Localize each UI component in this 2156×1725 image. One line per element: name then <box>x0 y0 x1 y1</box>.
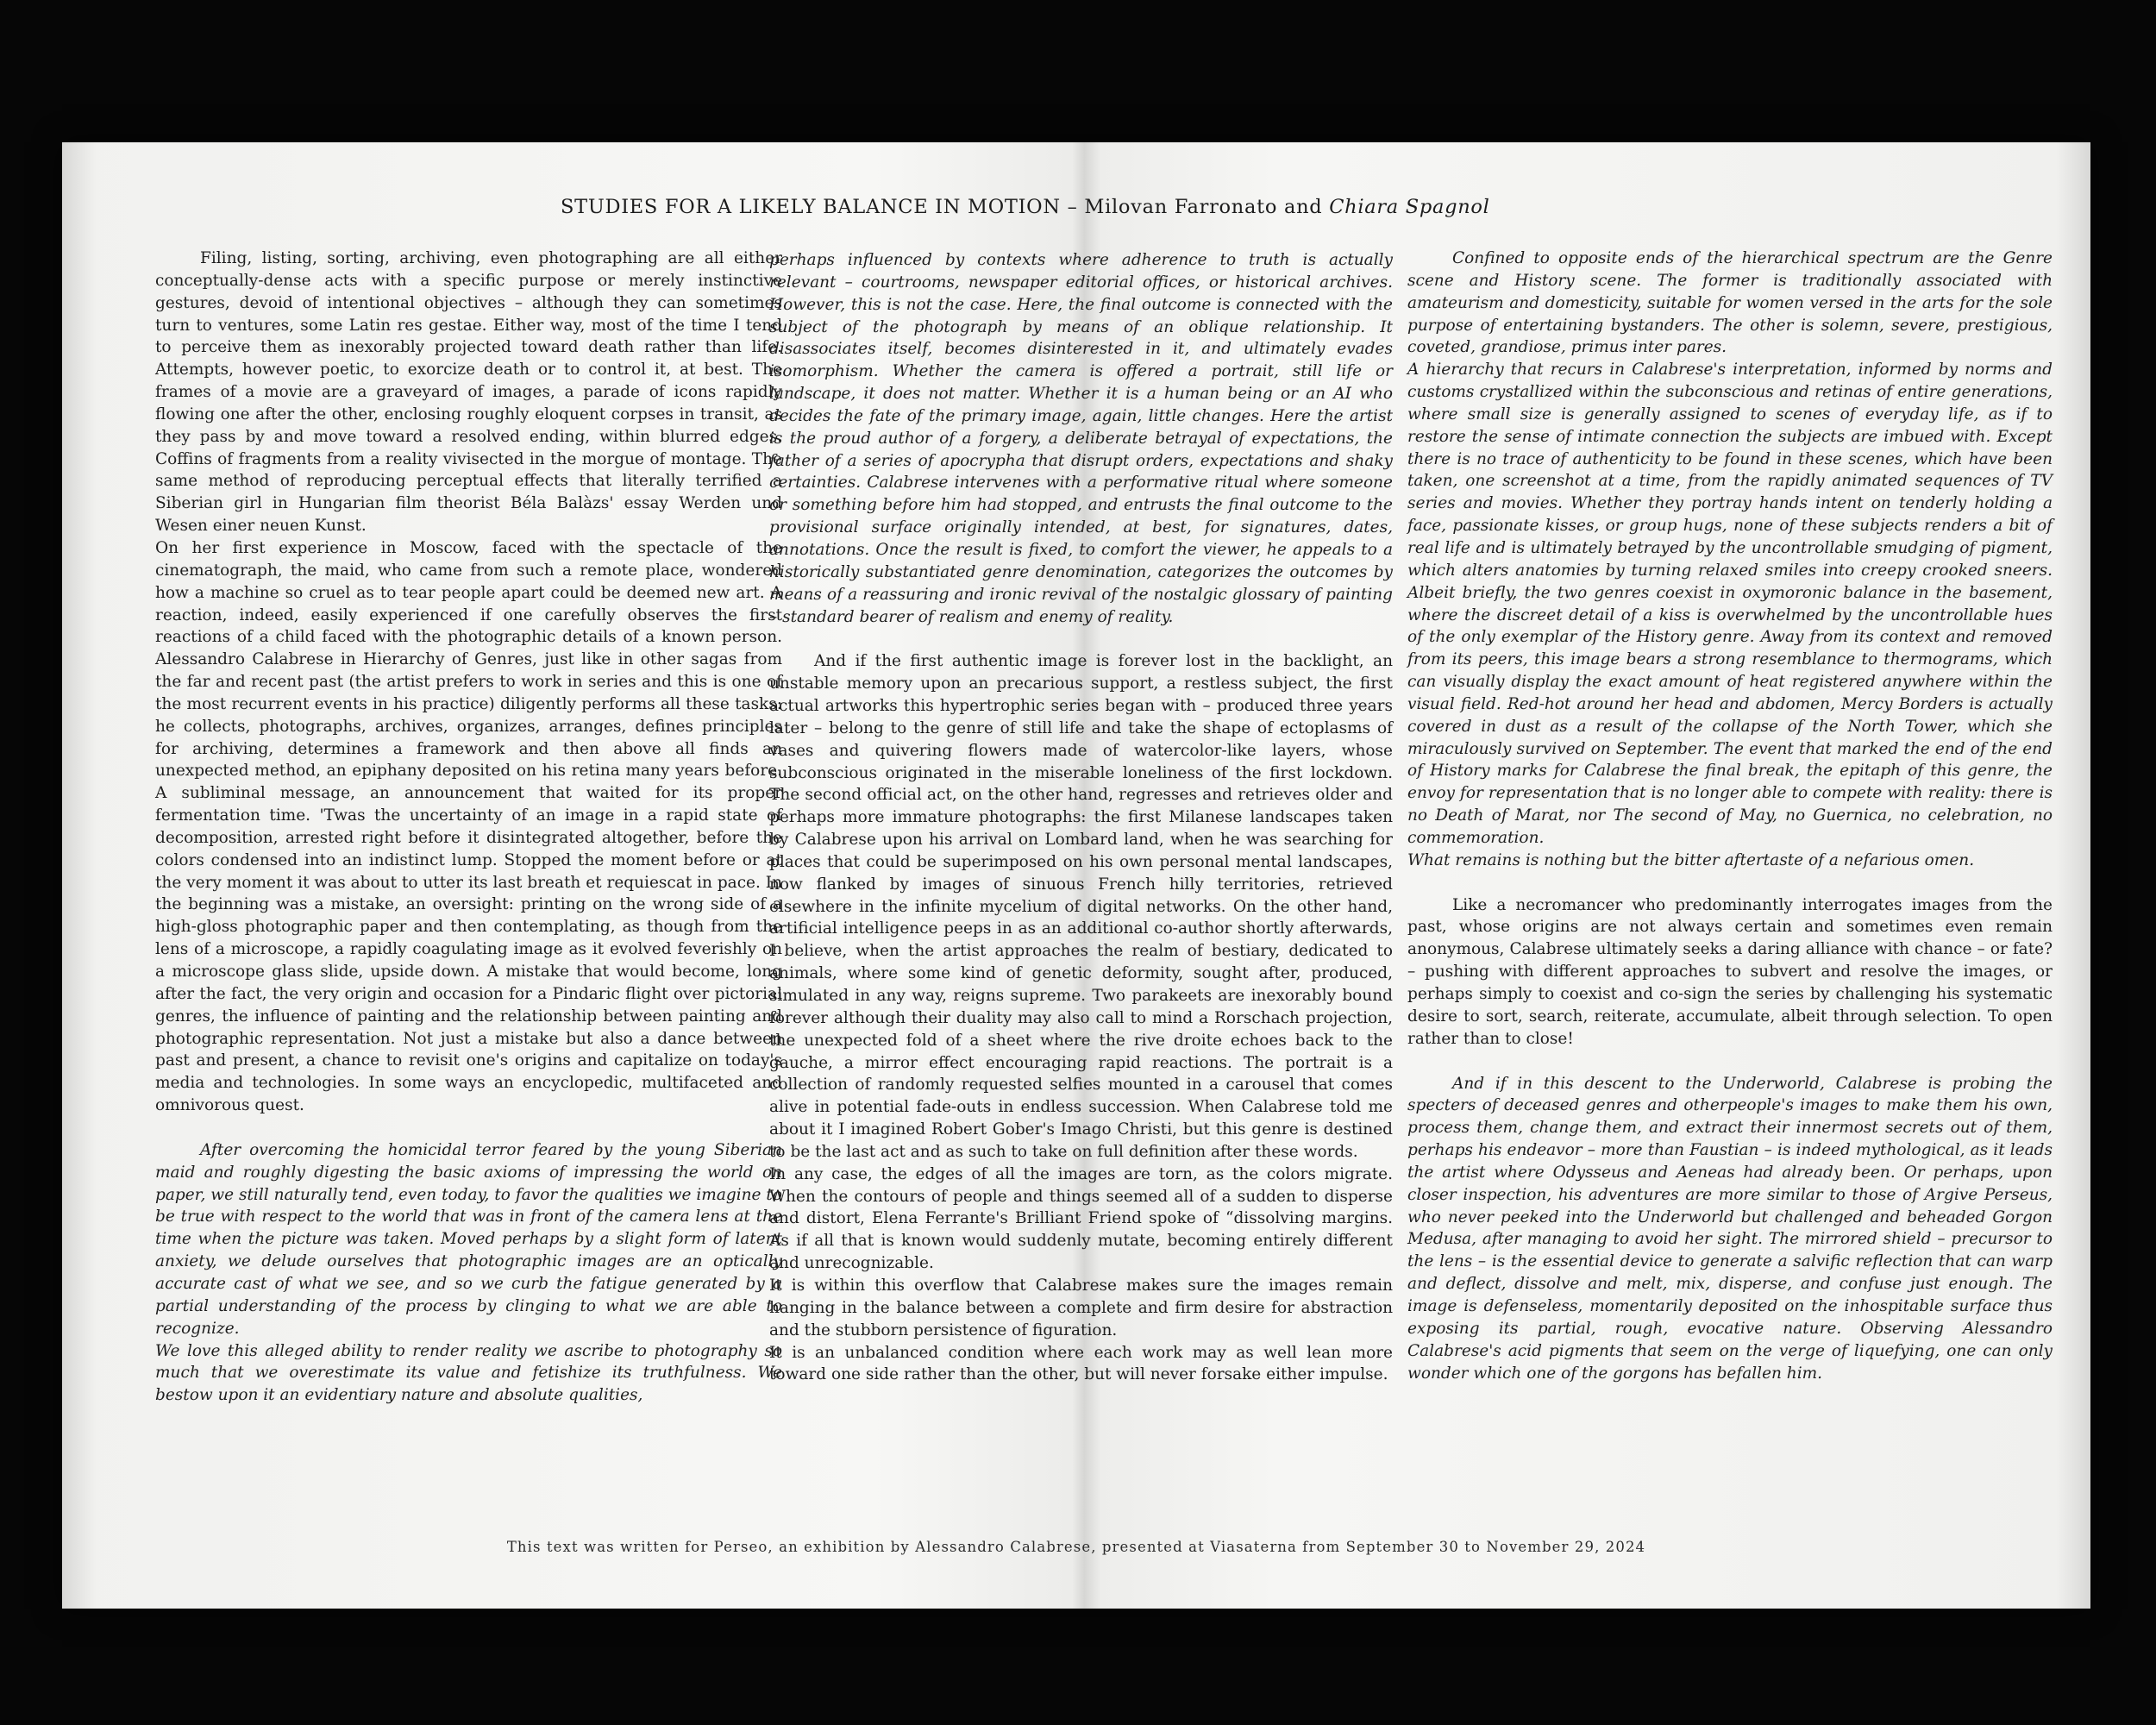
page-edge-shadow-right <box>2056 142 2090 1609</box>
paragraph-italic: A hierarchy that recurs in Calabrese's interpretation, informed by norms and customs crystallized within the subconscious and retinas of entire generations, where small size is generally assigned to scenes of everyday life, as if to restore the sense of intimate connection the subjects are imbued with. Except there is no trace of authenticity to be found in these scenes, which have been taken, one screenshot at a time, from the rapidly animated sequences of TV series and movies. Whether they portray hands intent on tenderly holding a face, passionate kisses, or group hugs, none of these subjects renders a bit of real life and is ultimately betrayed by the uncontrollable smudging of pigment, which alters anatomies by turning relaxed smiles into creepy crooked sneers. Albeit briefly, the two genres coexist in oxymoronic balance in the basement, where the discreet detail of a kiss is overwhelmed by the uncontrollable hues of the only exemplar of the History genre. Away from its context and removed from its peers, this image bears a strong resemblance to thermograms, which can visually display the exact amount of heat registered anywhere within the visual field. Red-hot around her head and abdomen, Mercy Borders is actually covered in dust as a result of the collapse of the North Tower, which she miraculously survived on September. The event that marked the end of the end of History marks for Calabrese the final break, the epitaph of this genre, the envoy for representation that is no longer able to compete with reality: there is no Death of Marat, nor The second of May, no Guernica, no celebration, no commemoration. <box>1407 361 2053 847</box>
paragraph: It is within this overflow that Calabrese makes sure the images remain hanging in the balance between a complete and firm desire for abstraction and the stubborn persistence of figuration. <box>769 1276 1393 1339</box>
paragraph-italic: After overcoming the homicidal terror feared by the young Siberian maid and roughly digesting the basic axioms of impressing the world on paper, we still naturally tend, even today, to favor the qualities we imagine to be true with respect to the world that was in front of the camera lens at the time when the picture was taken. Moved perhaps by a slight form of latent anxiety, we delude ourselves that photographic images are an optically accurate cast of what we see, and so we curb the fatigue generated by a partial understanding of the process by clinging to what we are able to recognize. <box>155 1140 782 1338</box>
paragraph: In any case, the edges of all the images are torn, as the colors migrate. When the contours of people and things seemed all of a sudden to disperse and distort, Elena Ferrante's Brilliant Friend spoke of “dissolving margins. As if all that is known would suddenly mutate, becoming entirely different and unrecognizable. <box>769 1164 1393 1273</box>
paragraph-italic: What remains is nothing but the bitter aftertaste of a nefarious omen. <box>1407 850 1975 869</box>
author-name-second: Chiara Spagnol <box>1329 196 1490 218</box>
paragraph: On her first experience in Moscow, faced with the spectacle of the cinematograph, the maid, who came from such a remote place, wondered how a machine so cruel as to tear people apart could be deemed new art. A reaction, indeed, easily experienced if one carefully observes the first reactions of a child faced with the photographic details of a known person. Alessandro Calabrese in Hierarchy of Genres, just like in other sagas from the far and recent past (the artist prefers to work in series and this is one of the most recurrent events in his practice) diligently performs all these tasks: he collects, photographs, archives, organizes, arranges, defines principles for archiving, determines a framework and then above all finds an unexpected method, an epiphany deposited on his retina many years before. A subliminal message, an announcement that waited for its proper fermentation time. 'Twas the uncertainty of an image in a rapid state of decomposition, arrested right before it disintegrated altogether, before the colors condensed into an indistinct lump. Stopped the moment before or at the very moment it was about to utter its last breath et requiescat in pace. In the beginning was a mistake, an oversight: printing on the wrong side of a high-gloss photographic paper and then contemplating, as though from the lens of a microscope, a rapidly coagulating image as it evolved feverishly on a microscope glass slide, upside down. A mistake that would become, long after the fact, the very origin and occasion for a Pindaric flight over pictorial genres, the influence of painting and the relationship between painting and photographic representation. Not just a mistake but also a dance between past and present, a chance to revisit one's origins and capitalize on today's media and technologies. In some ways an encyclopedic, multifaceted and omnivorous quest. <box>155 538 782 1115</box>
paragraph-italic: We love this alleged ability to render reality we ascribe to photography so much that we overestimate its value and fetishize its truthfulness. We bestow upon it an evidentiary nature and absolute qualities, <box>155 1341 782 1405</box>
paragraph-italic: Confined to opposite ends of the hierarchical spectrum are the Genre scene and History scene. The former is traditionally associated with amateurism and domesticity, suitable for women versed in the arts for the sole purpose of entertaining bystanders. The other is solemn, severe, prestigious, coveted, grandiose, primus inter pares. <box>1407 249 2053 357</box>
header-separator: – <box>1067 196 1078 218</box>
paragraph: It is an unbalanced condition where each work may as well lean more toward one side rather than the other, but will never forsake either impulse. <box>769 1343 1393 1384</box>
magazine-spread <box>62 142 2090 1609</box>
author-conjunction: and <box>1283 196 1323 218</box>
article-header <box>561 196 1768 218</box>
page-edge-shadow-left <box>62 142 97 1609</box>
paragraph: And if the first authentic image is forever lost in the backlight, an unstable memory upon an precarious support, a restless subject, the first actual artworks this hypertrophic series began with – produced three years later – belong to the genre of still life and take the shape of ectoplasms of vases and quivering flowers made of watercolor-like layers, whose subconscious originated in the miserable loneliness of the first lockdown. The second official act, on the other hand, regresses and retrieves older and perhaps more immature photographs: the first Milanese landscapes taken by Calabrese upon his arrival on Lombard land, when he was searching for places that could be superimposed on his own personal mental landscapes, now flanked by images of sinuous French hilly territories, retrieved elsewhere in the infinite mycelium of digital networks. On the other hand, artificial intelligence peeps in as an additional co-author shortly afterwards, I believe, when the artist approaches the realm of bestiary, dedicated to animals, where some kind of genetic deformity, sought after, produced, simulated in any way, reigns supreme. Two parakeets are inexorably bound forever although their duality may also call to mind a Rorschach projection, the unexpected fold of a sheet where the rive droite echoes back to the gauche, a mirror effect encouraging rapid reactions. The portrait is a collection of randomly requested selfies mounted in a carousel that comes alive in potential fade-outs in endless succession. When Calabrese told me about it I imagined Robert Gober's Imago Christi, but this genre is destined to be the last act and as such to take on full definition after these words. <box>769 652 1393 1161</box>
footer-credit: This text was written for Perseo, an exhibition by Alessandro Calabrese, presented at Viasaterna from September 30 to November 29, 2024 <box>506 1539 1646 1555</box>
paragraph: Filing, listing, sorting, archiving, even photographing are all either conceptually-dense acts with a specific purpose or merely instinctive gestures, devoid of intentional objectives – although they can sometimes turn to ventures, some Latin res gestae. Either way, most of the time I tend to perceive them as inexorably projected toward death rather than life. Attempts, however poetic, to exorcize death or to control it, at best. The frames of a movie are a graveyard of images, a parade of icons rapidly flowing one after the other, enclosing roughly eloquent corpses in transit, as they pass by and move toward a resolved ending, within blurred edges. Coffins of fragments from a reality vivisected in the morgue of montage. The same method of reproducing perceptual effects that literally terrified a Siberian girl in Hungarian film theorist Béla Balàzs' essay Werden und Wesen einer neuen Kunst. <box>155 249 782 536</box>
text-column-middle <box>769 249 1393 1386</box>
text-column-left <box>155 248 782 1407</box>
article-title: STUDIES FOR A LIKELY BALANCE IN MOTION <box>561 196 1061 218</box>
paragraph-italic: And if in this descent to the Underworld, Calabrese is probing the specters of deceased genres and otherpeople's images to make them his own, process them, change them, and extract their innermost secrets out of them, perhaps his endeavor – more than Faustian – is indeed mythological, as it leads the artist where Odysseus and Aeneas had already been. Or perhaps, upon closer inspection, his adventures are more similar to those of Argive Perseus, who never peeked into the Underworld but challenged and beheaded Gorgon Medusa, after managing to avoid her sight. The mirrored shield – precursor to the lens – is the essential device to generate a salvific reflection that can warp and deflect, dissolve and melt, mix, disperse, and confuse just enough. The image is defenseless, momentarily deposited on the inhospitable surface thus exposing its partial, rough, evocative nature. Observing Alessandro Calabrese's acid pigments that seem on the verge of liquefying, one can only wonder which one of the gorgons has befallen him. <box>1407 1074 2053 1383</box>
paragraph-italic: perhaps influenced by contexts where adherence to truth is actually relevant – courtrooms, newspaper editorial offices, or historical archives. However, this is not the case. Here, the final outcome is connected with the subject of the photograph by means of an oblique relationship. It disassociates itself, becomes disinterested in it, and ultimately evades isomorphism. Whether the camera is offered a portrait, still life or landscape, it does not matter. Whether it is a human being or an AI who decides the fate of the primary image, again, little changes. Here the artist is the proud author of a forgery, a deliberate betrayal of expectations, the father of a series of apocrypha that disrupt orders, expectations and shaky certainties. Calabrese intervenes with a performative ritual where someone or something before him had stopped, and entrusts the final outcome to the provisional surface originally intended, at best, for signatures, dates, annotations. Once the result is fixed, to comfort the viewer, he appeals to a historically substantiated genre denomination, categorizes the outcomes by means of a reassuring and ironic revival of the nostalgic glossary of painting – standard bearer of realism and enemy of reality. <box>769 251 1393 626</box>
paragraph: Like a necromancer who predominantly interrogates images from the past, whose origins are not always certain and sometimes even remain anonymous, Calabrese ultimately seeks a daring alliance with chance – or fate? – pushing with different approaches to subvert and resolve the images, or perhaps simply to coexist and co-sign the series by challenging his systematic desire to sort, search, reiterate, accumulate, albeit through selection. To open rather than to close! <box>1407 895 2053 1048</box>
author-name: Milovan Farronato <box>1084 196 1278 218</box>
text-column-right <box>1407 248 2053 1384</box>
